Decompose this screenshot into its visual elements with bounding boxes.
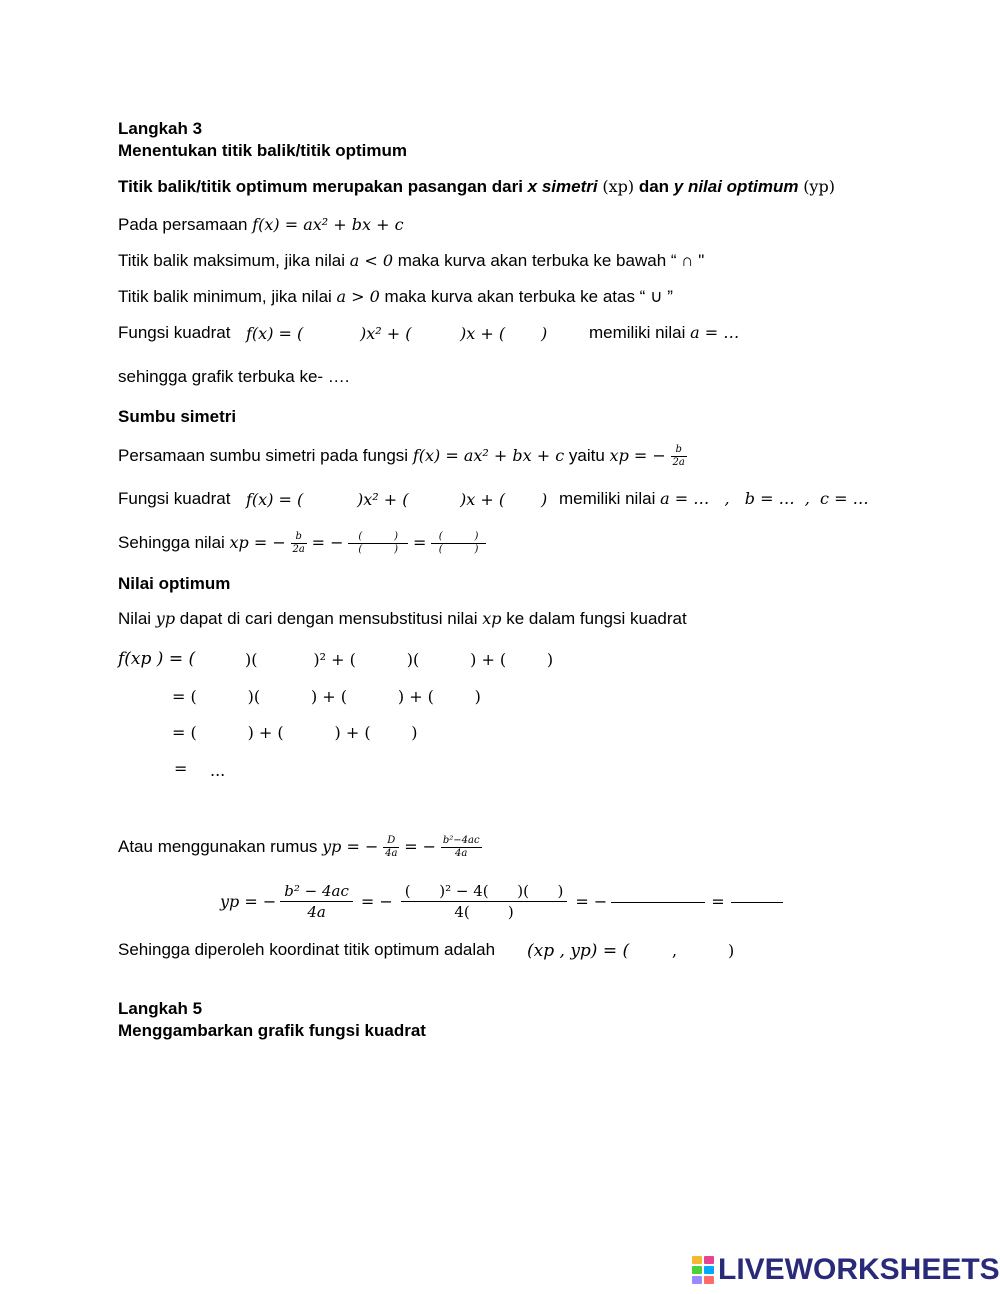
fungsi1-p3: ) <box>541 324 548 343</box>
equation-line <box>118 215 404 235</box>
liveworksheets-logo <box>692 1254 1000 1286</box>
nilai-opt-text-a: Nilai <box>118 609 156 628</box>
nilai-opt-xp: xp <box>482 609 502 628</box>
rumus-frac1 <box>383 835 399 860</box>
big-answer-line1[interactable] <box>611 902 705 903</box>
sehingga-eq: = <box>412 532 427 552</box>
sehingga-frac2-den: ( ) <box>348 543 408 556</box>
rumus-frac2 <box>441 835 482 860</box>
fungsi1-p1: )x² + ( <box>360 324 412 343</box>
sehingga-frac1-den: 2a <box>292 544 305 555</box>
sehingga-frac3-num: ( ) <box>438 531 479 542</box>
fungsi1-fx: f(x) = ( <box>246 324 304 343</box>
sehingga-xp-eq: xp = − <box>229 532 286 552</box>
rumus-yp-eq: yp = − <box>322 836 379 856</box>
fungsi2-p2: )x + ( <box>460 490 506 509</box>
calc-row4-eq: = <box>174 759 188 778</box>
calc-row2: = ( )( ) + ( ) + ( ) <box>172 687 481 706</box>
max-line <box>118 251 704 271</box>
big-frac2 <box>401 881 568 922</box>
rumus-frac1-num: D <box>387 835 396 846</box>
nilai-opt-text-c: ke dalam fungsi kuadrat <box>501 609 687 628</box>
intro-dan: dan <box>634 177 674 196</box>
min-condition: a > 0 <box>336 287 380 306</box>
equation-formula: f(x) = ax² + bx + c <box>252 215 404 234</box>
min-line <box>118 287 673 307</box>
min-text-b: maka kurva akan terbuka ke atas “ ∪ ” <box>379 287 673 306</box>
rumus-frac1-den: 4a <box>385 848 398 859</box>
fungsi1-memiliki <box>589 323 739 343</box>
logo-text: LIVEWORKSHEETS <box>718 1253 1000 1286</box>
big-answer-line2[interactable] <box>731 902 783 903</box>
sumbu-title: Sumbu simetri <box>118 407 237 426</box>
fungsi2-p3: ) <box>541 490 548 509</box>
sumbu-xp-eq: xp = − <box>609 445 666 465</box>
intro-text: Titik balik/titik optimum merupakan pasangan dari <box>118 177 528 196</box>
fungsi1-a-value: a = … <box>690 323 740 342</box>
rumus-frac2-num: b²−4ac <box>442 835 480 846</box>
fungsi-label-1: Fungsi kuadrat <box>118 323 231 342</box>
sumbu-frac-den: 2a <box>672 457 685 468</box>
koordinat-close: ) <box>728 941 735 960</box>
big-frac1-den: 4a <box>280 901 353 922</box>
nilai-opt-yp: yp <box>155 609 176 628</box>
sehingga-eq-minus: = − <box>311 532 344 552</box>
max-condition: a < 0 <box>349 251 394 270</box>
fungsi1-memiliki-text: memiliki nilai <box>589 323 691 342</box>
rumus-frac2-den: 4a <box>441 847 482 860</box>
nilai-opt-title: Nilai optimum <box>118 574 231 593</box>
sumbu-yaitu: yaitu <box>564 445 610 465</box>
calc-row4-val: ... <box>210 761 226 780</box>
max-text-a: Titik balik maksimum, jika nilai <box>118 251 350 270</box>
intro-y-optimum: y nilai optimum <box>673 177 799 196</box>
calc-row3: = ( ) + ( ) + ( ) <box>172 723 418 742</box>
fungsi2-memiliki-text: memiliki nilai <box>559 489 661 508</box>
step5-subtitle: Menggambarkan grafik fungsi kuadrat <box>118 1021 426 1040</box>
fungsi1-p2: )x + ( <box>460 324 506 343</box>
nilai-opt-text-b: dapat di cari dengan mensubstitusi nilai <box>175 609 483 628</box>
big-frac2-den: 4( ) <box>401 901 568 922</box>
sehingga-frac1-num: b <box>295 531 302 542</box>
intro-xp: (xp) <box>602 177 635 196</box>
fungsi2-memiliki <box>559 489 869 509</box>
max-text-b: maka kurva akan terbuka ke bawah “ ∩ " <box>393 251 705 270</box>
koordinat-pair: (xp , yp) = ( <box>527 941 630 961</box>
intro-x-simetri: x simetri <box>527 177 598 196</box>
step3-title: Langkah 3 <box>118 119 203 138</box>
sehingga-frac3-den: ( ) <box>431 543 486 556</box>
fungsi2-fx: f(x) = ( <box>246 490 304 509</box>
sumbu-line <box>118 444 687 469</box>
intro-yp: (yp) <box>803 177 835 196</box>
rumus-label: Atau menggunakan rumus <box>118 836 323 856</box>
big-eq-minus: = − <box>360 891 393 911</box>
intro-line <box>118 177 835 197</box>
step3-subtitle: Menentukan titik balik/titik optimum <box>118 141 408 160</box>
sehingga-xp-frac2 <box>348 531 408 556</box>
sehingga-frac2-num: ( ) <box>358 531 399 542</box>
sumbu-frac-num: b <box>675 444 682 455</box>
calc-row1-rhs: )( )² + ( )( ) + ( ) <box>245 650 554 669</box>
sumbu-text: Persamaan sumbu simetri pada fungsi <box>118 445 413 465</box>
fungsi-label-2: Fungsi kuadrat <box>118 489 231 508</box>
big-formula <box>220 877 783 925</box>
big-eq: = <box>711 891 725 911</box>
sehingga-xp-frac1 <box>291 531 307 556</box>
big-frac1-num: b² − 4ac <box>284 881 349 900</box>
sumbu-formula: f(x) = ax² + bx + c <box>412 445 565 465</box>
min-text-a: Titik balik minimum, jika nilai <box>118 287 337 306</box>
big-frac2-num: ( )² − 4( )( ) <box>404 881 564 900</box>
equation-label: Pada persamaan <box>118 215 253 234</box>
nilai-opt-line <box>118 609 687 629</box>
big-yp: yp = − <box>220 891 277 911</box>
sehingga-xp-label: Sehingga nilai <box>118 532 230 552</box>
rumus-line <box>118 835 482 860</box>
logo-icon <box>692 1256 714 1284</box>
koordinat-label: Sehingga diperoleh koordinat titik optimum adalah <box>118 940 496 959</box>
fungsi2-p1: )x² + ( <box>357 490 409 509</box>
sehingga-line: sehingga grafik terbuka ke- …. <box>118 367 350 386</box>
calc-row1-lhs: f(xp ) = ( <box>118 649 196 669</box>
sehingga-xp-line <box>118 531 486 556</box>
big-eq-minus2: = − <box>575 891 608 911</box>
koordinat-comma: , <box>672 941 678 960</box>
step5-title: Langkah 5 <box>118 999 203 1018</box>
sumbu-fraction <box>671 444 687 469</box>
fungsi2-values: a = … , b = … , c = … <box>660 489 869 508</box>
big-frac1 <box>280 881 353 922</box>
sehingga-xp-frac3 <box>431 531 486 556</box>
rumus-eq-minus: = − <box>404 836 437 856</box>
